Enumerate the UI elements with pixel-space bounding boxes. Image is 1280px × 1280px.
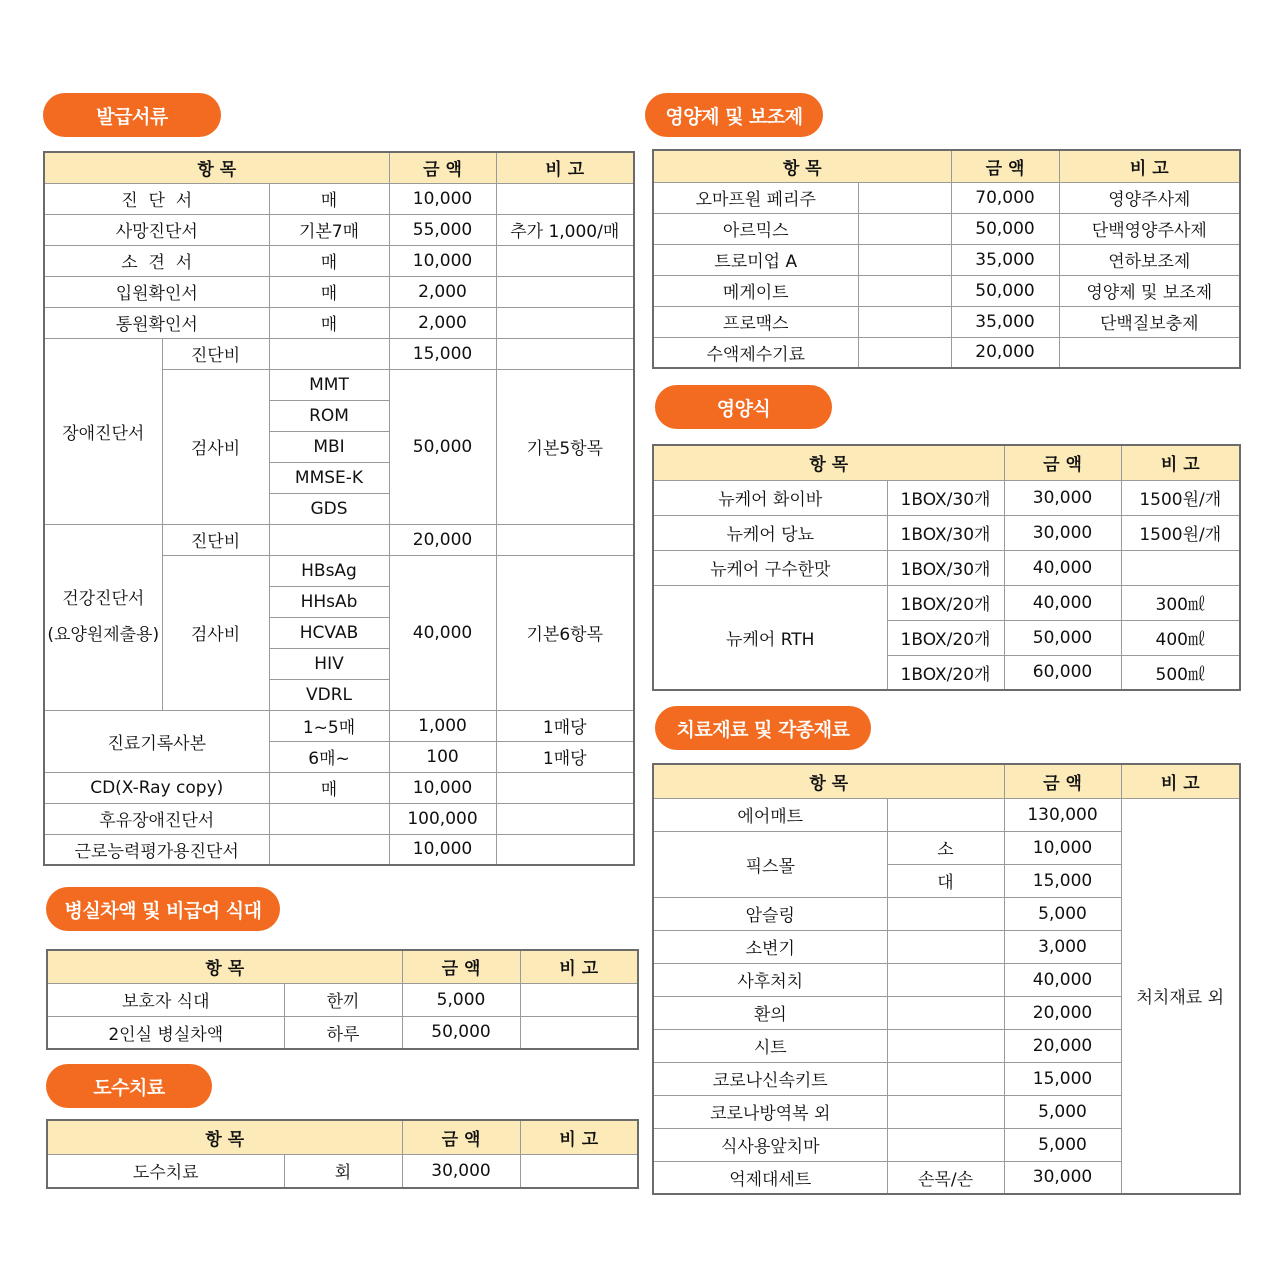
item-note: 400㎖ — [1121, 620, 1240, 655]
item-note: 1500원/개 — [1121, 515, 1240, 550]
section-title-nutrition: 영양제 및 보조제 — [645, 93, 823, 137]
item-unit — [887, 963, 1004, 996]
table-row — [47, 983, 638, 1016]
item-amount: 2,000 — [389, 276, 496, 307]
item-note — [520, 1016, 638, 1049]
item-note — [520, 1154, 638, 1188]
table-row — [44, 524, 634, 555]
item-unit: 1BOX/20개 — [887, 620, 1004, 655]
header-item: 항 목 — [653, 150, 951, 182]
item-note — [496, 183, 634, 214]
item-name: 식사용앞치마 — [653, 1128, 887, 1161]
item-unit — [269, 803, 389, 834]
item-amount: 15,000 — [1004, 864, 1121, 897]
item-unit: 1BOX/30개 — [887, 480, 1004, 515]
item-note: 단백질보충제 — [1059, 306, 1240, 337]
diet-table — [652, 444, 1241, 691]
item-unit: 매 — [269, 183, 389, 214]
item-name: 후유장애진단서 — [44, 803, 269, 834]
item-note — [496, 803, 634, 834]
item-amount: 50,000 — [951, 213, 1059, 244]
item-note — [1121, 550, 1240, 585]
item-unit — [858, 213, 951, 244]
item-amount: 10,000 — [389, 834, 496, 865]
item-name: 뉴케어 당뇨 — [653, 515, 887, 550]
item-unit — [858, 306, 951, 337]
header-note: 비 고 — [1059, 150, 1240, 182]
nutrition-table — [652, 149, 1241, 369]
item-note — [520, 983, 638, 1016]
table-row — [653, 244, 1240, 275]
item-unit: 매 — [269, 276, 389, 307]
item-amount: 1,000 — [389, 710, 496, 741]
table-row — [653, 182, 1240, 213]
item-name: 트로미업 A — [653, 244, 858, 275]
item-note: 연하보조제 — [1059, 244, 1240, 275]
item-amount: 5,000 — [402, 983, 520, 1016]
item-amount: 5,000 — [1004, 1128, 1121, 1161]
header-item: 항 목 — [653, 445, 1004, 480]
item-unit — [858, 182, 951, 213]
item-name: 도수치료 — [47, 1154, 284, 1188]
item-unit — [887, 1095, 1004, 1128]
item-amount: 50,000 — [951, 275, 1059, 306]
header-amount: 금 액 — [402, 1120, 520, 1154]
item-name: 프로맥스 — [653, 306, 858, 337]
header-amount: 금 액 — [1004, 764, 1121, 798]
diag-label: 진단비 — [162, 524, 269, 555]
item-amount: 5,000 — [1004, 1095, 1121, 1128]
section-title-materials: 치료재료 및 각종재료 — [655, 706, 871, 750]
item-note — [496, 307, 634, 338]
item-unit: 1BOX/30개 — [887, 550, 1004, 585]
item-note: 1500원/개 — [1121, 480, 1240, 515]
section-title-issue-docs: 발급서류 — [43, 93, 221, 137]
item-note — [1059, 337, 1240, 368]
table-row — [44, 710, 634, 741]
item-name: 사망진단서 — [44, 214, 269, 245]
fixmol-name: 픽스몰 — [653, 831, 887, 897]
test-item: VDRL — [269, 679, 389, 710]
item-amount: 10,000 — [389, 245, 496, 276]
item-note: 단백영양주사제 — [1059, 213, 1240, 244]
item-unit — [887, 930, 1004, 963]
item-note: 1매당 — [496, 710, 634, 741]
item-name: 오마프원 페리주 — [653, 182, 858, 213]
table-row — [44, 307, 634, 338]
item-note: 500㎖ — [1121, 655, 1240, 690]
item-amount: 50,000 — [402, 1016, 520, 1049]
item-note — [496, 276, 634, 307]
table-row — [653, 275, 1240, 306]
item-amount: 2,000 — [389, 307, 496, 338]
section-title-diet: 영양식 — [655, 385, 832, 429]
diag-label: 진단비 — [162, 338, 269, 369]
header-item: 항 목 — [44, 152, 389, 183]
test-item: HBsAg — [269, 555, 389, 586]
test-label: 검사비 — [162, 555, 269, 710]
item-name: 진 단 서 — [44, 183, 269, 214]
item-amount: 20,000 — [389, 524, 496, 555]
test-note: 기본6항목 — [496, 555, 634, 710]
health-name-line2: (요양원제출용) — [47, 625, 160, 645]
item-name: 억제대세트 — [653, 1161, 887, 1194]
test-note: 기본5항목 — [496, 369, 634, 524]
item-name: 2인실 병실차액 — [47, 1016, 284, 1049]
table-row — [44, 772, 634, 803]
section-title-ward: 병실차액 및 비급여 식대 — [46, 887, 280, 931]
test-item: ROM — [269, 400, 389, 431]
item-note — [496, 338, 634, 369]
table-row — [653, 480, 1240, 515]
item-unit — [887, 897, 1004, 930]
records-name: 진료기록사본 — [44, 710, 269, 772]
table-row — [653, 550, 1240, 585]
item-unit — [858, 337, 951, 368]
test-item: GDS — [269, 493, 389, 524]
item-unit: 매 — [269, 772, 389, 803]
table-row — [47, 1016, 638, 1049]
table-row — [44, 803, 634, 834]
item-amount: 20,000 — [951, 337, 1059, 368]
item-unit — [858, 275, 951, 306]
item-name: 보호자 식대 — [47, 983, 284, 1016]
item-unit: 1BOX/30개 — [887, 515, 1004, 550]
item-amount: 3,000 — [1004, 930, 1121, 963]
table-row — [653, 337, 1240, 368]
item-name: 수액제수기료 — [653, 337, 858, 368]
item-unit — [269, 834, 389, 865]
header-amount: 금 액 — [402, 950, 520, 983]
test-amount: 50,000 — [389, 369, 496, 524]
item-amount: 30,000 — [1004, 515, 1121, 550]
item-amount: 130,000 — [1004, 798, 1121, 831]
materials-note: 처치재료 외 — [1121, 798, 1240, 1194]
item-amount: 15,000 — [1004, 1062, 1121, 1095]
table-row — [44, 214, 634, 245]
item-amount: 10,000 — [389, 183, 496, 214]
item-unit: 회 — [284, 1154, 402, 1188]
item-unit — [858, 244, 951, 275]
table-row — [653, 585, 1240, 620]
item-unit: 기본7매 — [269, 214, 389, 245]
table-row — [44, 338, 634, 369]
item-note: 영양주사제 — [1059, 182, 1240, 213]
item-note — [496, 772, 634, 803]
materials-table — [652, 763, 1241, 1195]
test-item: MMT — [269, 369, 389, 400]
table-row — [44, 834, 634, 865]
test-item: MMSE-K — [269, 462, 389, 493]
item-note — [496, 834, 634, 865]
item-amount: 60,000 — [1004, 655, 1121, 690]
item-note — [496, 245, 634, 276]
item-name: 환의 — [653, 996, 887, 1029]
item-name: 시트 — [653, 1029, 887, 1062]
item-amount: 100,000 — [389, 803, 496, 834]
item-name: 코로나신속키트 — [653, 1062, 887, 1095]
test-item: HHsAb — [269, 586, 389, 617]
item-unit: 매 — [269, 307, 389, 338]
item-name: 아르믹스 — [653, 213, 858, 244]
item-name: 소변기 — [653, 930, 887, 963]
rth-name: 뉴케어 RTH — [653, 585, 887, 690]
item-name: 메게이트 — [653, 275, 858, 306]
header-item: 항 목 — [653, 764, 1004, 798]
header-note: 비 고 — [1121, 764, 1240, 798]
test-label: 검사비 — [162, 369, 269, 524]
item-amount: 5,000 — [1004, 897, 1121, 930]
item-note: 300㎖ — [1121, 585, 1240, 620]
item-amount: 35,000 — [951, 244, 1059, 275]
health-name-line1: 건강진단서 — [62, 589, 145, 609]
item-unit: 매 — [269, 245, 389, 276]
item-name: CD(X-Ray copy) — [44, 772, 269, 803]
item-name: 뉴케어 화이바 — [653, 480, 887, 515]
item-name: 입원확인서 — [44, 276, 269, 307]
item-unit: 1BOX/20개 — [887, 655, 1004, 690]
item-amount: 30,000 — [1004, 480, 1121, 515]
item-amount: 100 — [389, 741, 496, 772]
item-note: 1매당 — [496, 741, 634, 772]
header-amount: 금 액 — [951, 150, 1059, 182]
item-amount: 20,000 — [1004, 1029, 1121, 1062]
item-unit: 1~5매 — [269, 710, 389, 741]
item-unit — [887, 1029, 1004, 1062]
table-row — [653, 515, 1240, 550]
item-amount: 10,000 — [1004, 831, 1121, 864]
item-amount: 55,000 — [389, 214, 496, 245]
item-unit — [269, 524, 389, 555]
item-unit: 한끼 — [284, 983, 402, 1016]
item-unit: 소 — [887, 831, 1004, 864]
test-amount: 40,000 — [389, 555, 496, 710]
header-item: 항 목 — [47, 1120, 402, 1154]
table-row — [44, 276, 634, 307]
disability-name: 장애진단서 — [44, 338, 162, 524]
header-note: 비 고 — [520, 1120, 638, 1154]
item-name: 암슬링 — [653, 897, 887, 930]
item-unit: 6매~ — [269, 741, 389, 772]
item-unit — [887, 798, 1004, 831]
item-unit: 1BOX/20개 — [887, 585, 1004, 620]
item-amount: 10,000 — [389, 772, 496, 803]
item-unit — [887, 1062, 1004, 1095]
item-amount: 50,000 — [1004, 620, 1121, 655]
table-row — [653, 213, 1240, 244]
header-item: 항 목 — [47, 950, 402, 983]
table-row — [653, 798, 1240, 831]
ward-table — [46, 949, 639, 1050]
item-name: 사후처치 — [653, 963, 887, 996]
item-name: 소 견 서 — [44, 245, 269, 276]
header-note: 비 고 — [496, 152, 634, 183]
item-unit: 손목/손 — [887, 1161, 1004, 1194]
item-unit — [887, 996, 1004, 1029]
item-amount: 15,000 — [389, 338, 496, 369]
header-amount: 금 액 — [1004, 445, 1121, 480]
item-amount: 35,000 — [951, 306, 1059, 337]
item-amount: 30,000 — [1004, 1161, 1121, 1194]
header-note: 비 고 — [1121, 445, 1240, 480]
issue-docs-table — [43, 151, 635, 866]
table-row — [44, 245, 634, 276]
item-unit — [887, 1128, 1004, 1161]
item-note: 영양제 및 보조제 — [1059, 275, 1240, 306]
test-item: MBI — [269, 431, 389, 462]
table-row — [44, 183, 634, 214]
item-name: 코로나방역복 외 — [653, 1095, 887, 1128]
item-amount: 20,000 — [1004, 996, 1121, 1029]
table-row — [47, 1154, 638, 1188]
test-item: HIV — [269, 648, 389, 679]
item-unit: 대 — [887, 864, 1004, 897]
item-note — [496, 524, 634, 555]
manual-therapy-table — [46, 1119, 639, 1189]
item-name: 통원확인서 — [44, 307, 269, 338]
item-unit: 하루 — [284, 1016, 402, 1049]
section-title-manual: 도수치료 — [46, 1064, 212, 1108]
health-name — [44, 524, 162, 710]
item-name: 뉴케어 구수한맛 — [653, 550, 887, 585]
test-item: HCVAB — [269, 617, 389, 648]
item-amount: 30,000 — [402, 1154, 520, 1188]
item-note: 추가 1,000/매 — [496, 214, 634, 245]
item-amount: 40,000 — [1004, 585, 1121, 620]
table-row — [653, 306, 1240, 337]
item-amount: 40,000 — [1004, 963, 1121, 996]
header-note: 비 고 — [520, 950, 638, 983]
item-name: 에어매트 — [653, 798, 887, 831]
item-amount: 70,000 — [951, 182, 1059, 213]
header-amount: 금 액 — [389, 152, 496, 183]
item-unit — [269, 338, 389, 369]
item-name: 근로능력평가용진단서 — [44, 834, 269, 865]
item-amount: 40,000 — [1004, 550, 1121, 585]
